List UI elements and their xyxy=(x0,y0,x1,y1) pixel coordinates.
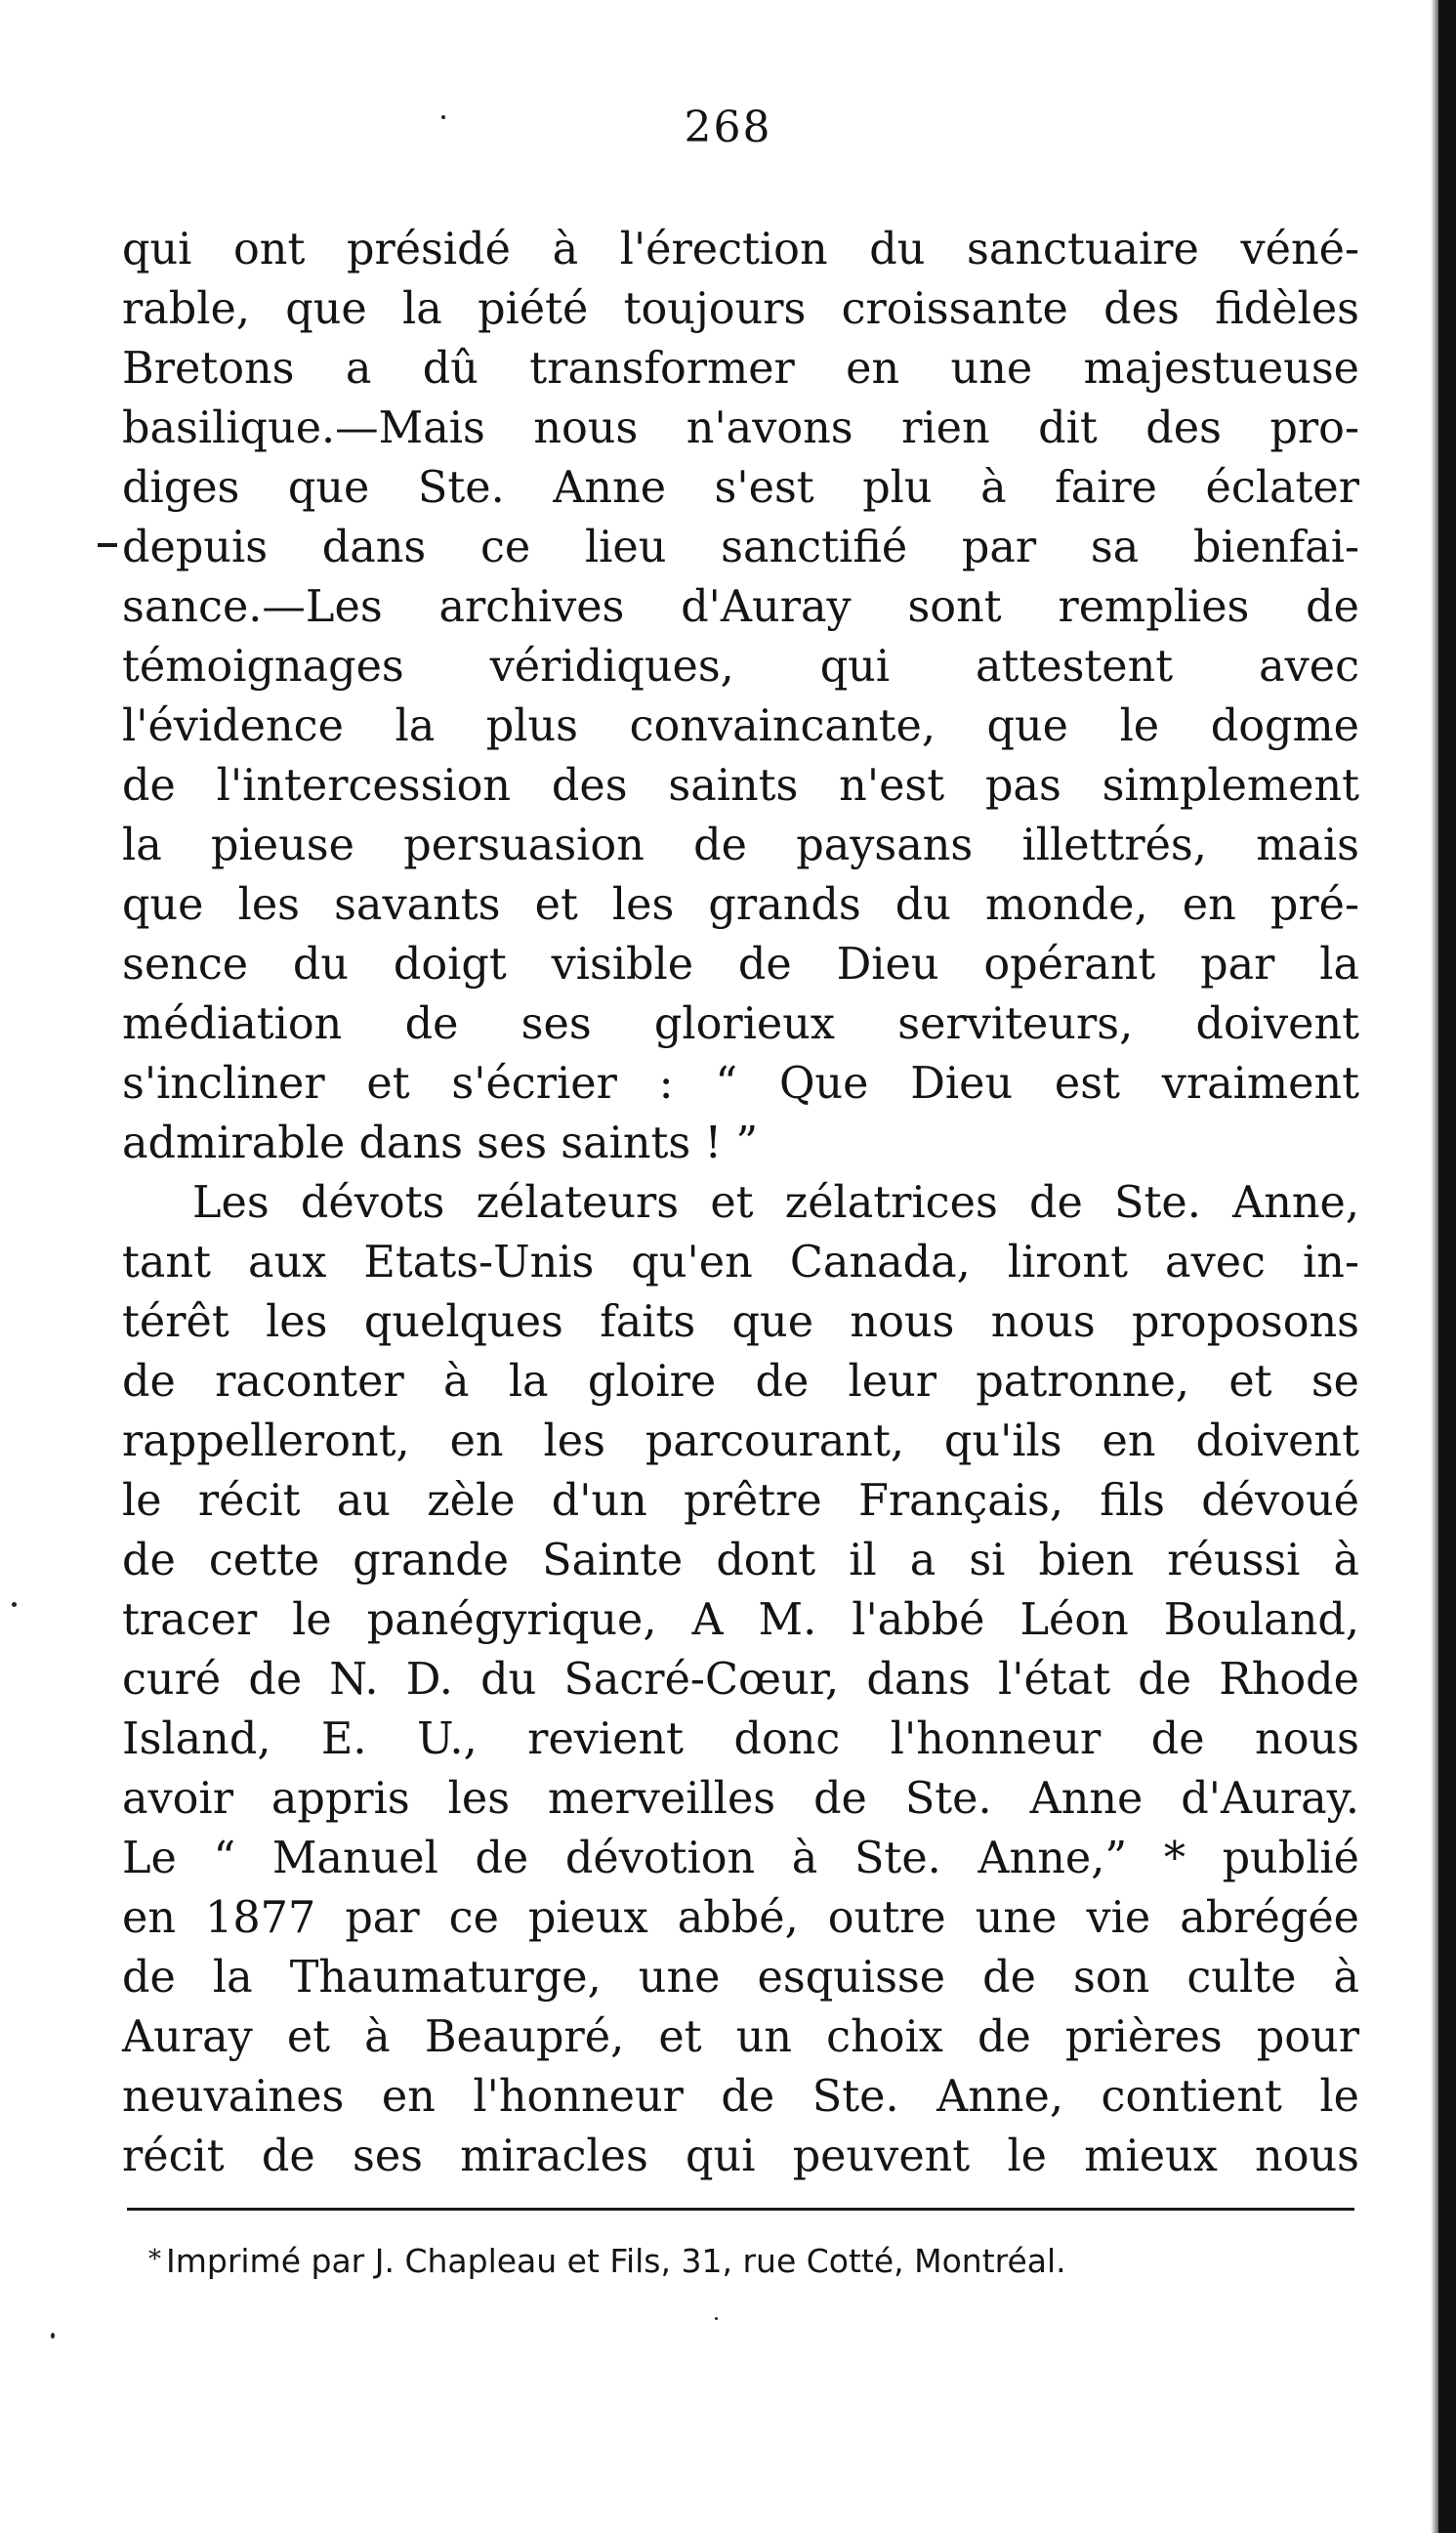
text-line: de l'intercession des saints n'est pas simplement xyxy=(122,761,1359,811)
text-line: que les savants et les grands du monde, en pré- xyxy=(122,880,1359,930)
page-gutter-shadow xyxy=(1431,0,1438,2533)
page-number: 268 xyxy=(684,103,772,152)
text-line: neuvaines en l'honneur de Ste. Anne, contient le xyxy=(122,2072,1359,2122)
scan-speck xyxy=(715,2317,718,2320)
text-line: de la Thaumaturge, une esquisse de son culte à xyxy=(122,1953,1359,2003)
text-line: de raconter à la gloire de leur patronne, et se xyxy=(122,1357,1359,1407)
text-line: récit de ses miracles qui peuvent le mieux nous xyxy=(122,2132,1359,2181)
text-line: tant aux Etats-Unis qu'en Canada, liront avec in- xyxy=(122,1238,1359,1288)
text-line: qui ont présidé à l'érection du sanctuaire véné- xyxy=(122,225,1359,274)
text-line: basilique.—Mais nous n'avons rien dit des pro- xyxy=(122,403,1359,453)
text-line: sence du doigt visible de Dieu opérant par la xyxy=(122,940,1359,990)
text-line: sance.—Les archives d'Auray sont remplies de xyxy=(122,582,1359,632)
paragraph-end-line: admirable dans ses saints ! ” xyxy=(122,1119,759,1168)
scan-speck xyxy=(51,2333,55,2339)
text-line: depuis dans ce lieu sanctifié par sa bienfai- xyxy=(122,523,1359,572)
page-edge-border xyxy=(1438,0,1456,2533)
text-line: avoir appris les merveilles de Ste. Anne d'Auray. xyxy=(122,1774,1359,1824)
text-line: Auray et à Beaupré, et un choix de prières pour xyxy=(122,2012,1359,2062)
margin-dash-mark xyxy=(98,543,117,547)
text-line: Le “ Manuel de dévotion à Ste. Anne,” * publié xyxy=(122,1834,1359,1883)
text-line: de cette grande Sainte dont il a si bien réussi à xyxy=(122,1536,1359,1585)
text-line: térêt les quelques faits que nous nous proposons xyxy=(122,1297,1359,1347)
text-line: Bretons a dû transformer en une majestueuse xyxy=(122,344,1359,394)
footnote-text: Imprimé par J. Chapleau et Fils, 31, rue Cotté, Montréal. xyxy=(166,2242,1066,2280)
text-line: tracer le panégyrique, A M. l'abbé Léon Bouland, xyxy=(122,1595,1359,1645)
text-line: l'évidence la plus convaincante, que le dogme xyxy=(122,701,1359,751)
text-line: rable, que la piété toujours croissante des fidèles xyxy=(122,284,1359,334)
text-line: médiation de ses glorieux serviteurs, doivent xyxy=(122,999,1359,1049)
scan-speck xyxy=(12,1602,17,1607)
body-text xyxy=(122,220,1359,2186)
paragraph-start-line: Les dévots zélateurs et zélatrices de Ste. Anne, xyxy=(192,1178,1359,1228)
text-line: Island, E. U., revient donc l'honneur de nous xyxy=(122,1714,1359,1764)
text-line: le récit au zèle d'un prêtre Français, fils dévoué xyxy=(122,1476,1359,1526)
text-line: témoignages véridiques, qui attestent avec xyxy=(122,642,1359,692)
text-line: rappelleront, en les parcourant, qu'ils en doivent xyxy=(122,1416,1359,1466)
footnote-rule xyxy=(127,2208,1354,2211)
text-line: s'incliner et s'écrier : “ Que Dieu est vraiment xyxy=(122,1059,1359,1109)
text-line: en 1877 par ce pieux abbé, outre une vie abrégée xyxy=(122,1893,1359,1943)
text-line: diges que Ste. Anne s'est plu à faire éclater xyxy=(122,463,1359,513)
footnote-marker: * xyxy=(148,2245,161,2274)
text-line: curé de N. D. du Sacré-Cœur, dans l'état de Rhode xyxy=(122,1655,1359,1705)
text-line: la pieuse persuasion de paysans illettrés, mais xyxy=(122,821,1359,870)
